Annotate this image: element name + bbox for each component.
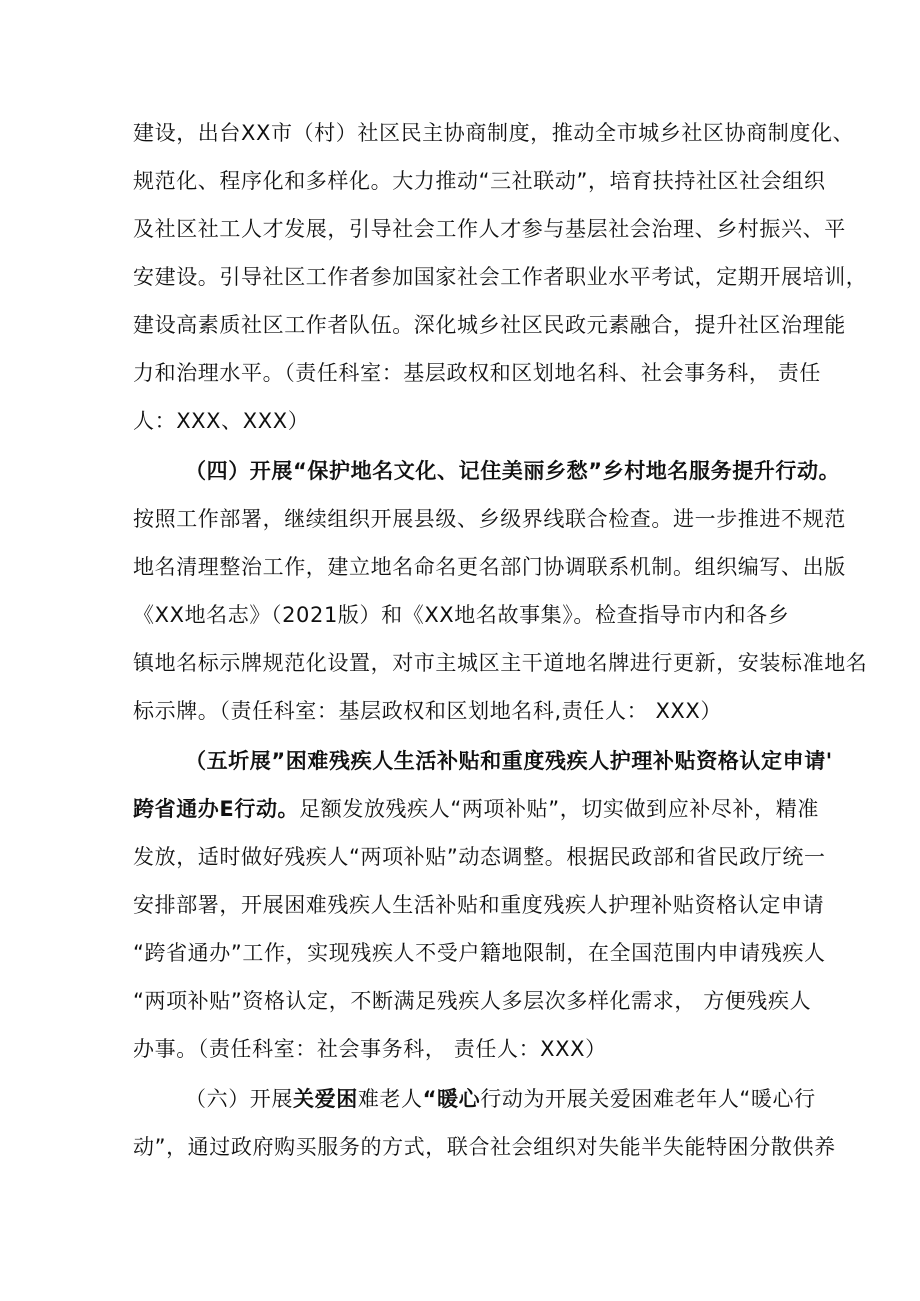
paragraph-4-line-2: 动”，通过政府购买服务的方式，联合社会组织对失能半失能特困分散供养 xyxy=(133,1135,836,1159)
paragraph-3-line-7: 办事。（责任科室：社会事务科， 责任人：XXX） xyxy=(133,1037,607,1061)
paragraph-2-line-4: 《XX地名志》（2021版）和《XX地名故事集》。检查指导市内和各乡 xyxy=(133,603,790,627)
paragraph-1-line-6: 力和治理水平。（责任科室：基层政权和区划地名科、社会事务科， 责任 xyxy=(133,361,821,385)
section-6-mid: 难老人 xyxy=(357,1087,423,1111)
paragraph-3-line-4: 安排部署，开展困难残疾人生活补贴和重度残疾人护理补贴资格认定申请 xyxy=(133,893,825,917)
section-6-bold-2: “暖心 xyxy=(422,1087,481,1111)
paragraph-1-line-4: 安建设。引导社区工作者参加国家社会工作者职业水平考试，定期开展培训， xyxy=(133,265,868,289)
paragraph-2-line-2: 按照工作部署，继续组织开展县级、乡级界线联合检查。进一步推进不规范 xyxy=(133,507,846,531)
paragraph-1-line-7: 人：XXX、XXX） xyxy=(133,409,310,433)
paragraph-1-line-1: 建设，出台XX市（村）社区民主协商制度，推动全市城乡社区协商制度化、 xyxy=(133,121,855,145)
paragraph-2-line-3: 地名清理整治工作，建立地名命名更名部门协调联系机制。组织编写、出版 xyxy=(133,555,846,579)
paragraph-1-line-5: 建设高素质社区工作者队伍。深化城乡社区民政元素融合，提升社区治理能 xyxy=(133,313,846,337)
paragraph-3-line-6: “两项补贴”资格认定，不断满足残疾人多层次多样化需求， 方便残疾人 xyxy=(133,989,812,1013)
paragraph-2-line-5: 镇地名标示牌规范化设置，对市主城区主干道地名牌进行更新，安装标准地名 xyxy=(133,651,868,675)
paragraph-1-line-2: 规范化、程序化和多样化。大力推动“三社联动”，培育扶持社区社会组织 xyxy=(133,169,826,193)
paragraph-3-line-5: “跨省通办”工作，实现残疾人不受户籍地限制，在全国范围内申请残疾人 xyxy=(133,941,826,965)
paragraph-2-line-6: 标示牌。（责任科室：基层政权和区划地名科,责任人： XXX） xyxy=(133,699,723,723)
section-5-heading-end: 跨省通办E行动。 xyxy=(133,797,300,821)
paragraph-3-line-2-text: 足额发放残疾人“两项补贴”，切实做到应补尽补，精准 xyxy=(299,797,819,821)
section-6-rest: 行动为开展关爱困难老年人“暖心行 xyxy=(480,1087,816,1111)
paragraph-3-line-3: 发放，适时做好残疾人“两项补贴”动态调整。根据民政部和省民政厅统一 xyxy=(133,845,826,869)
section-6-lead: （六）开展 xyxy=(185,1087,293,1111)
section-4-heading: （四）开展“保护地名文化、记住美丽乡愁”乡村地名服务提升行动。 xyxy=(185,459,841,483)
section-5-heading: （五圻展”困难残疾人生活补贴和重度残疾人护理补贴资格认定申请' xyxy=(185,749,833,773)
paragraph-4-line-1 xyxy=(185,1084,816,1114)
paragraph-3-line-2 xyxy=(133,794,819,824)
paragraph-1-line-3: 及社区社工人才发展，引导社会工作人才参与基层社会治理、乡村振兴、平 xyxy=(133,217,846,241)
section-6-bold-1: 关爱困 xyxy=(293,1087,358,1111)
